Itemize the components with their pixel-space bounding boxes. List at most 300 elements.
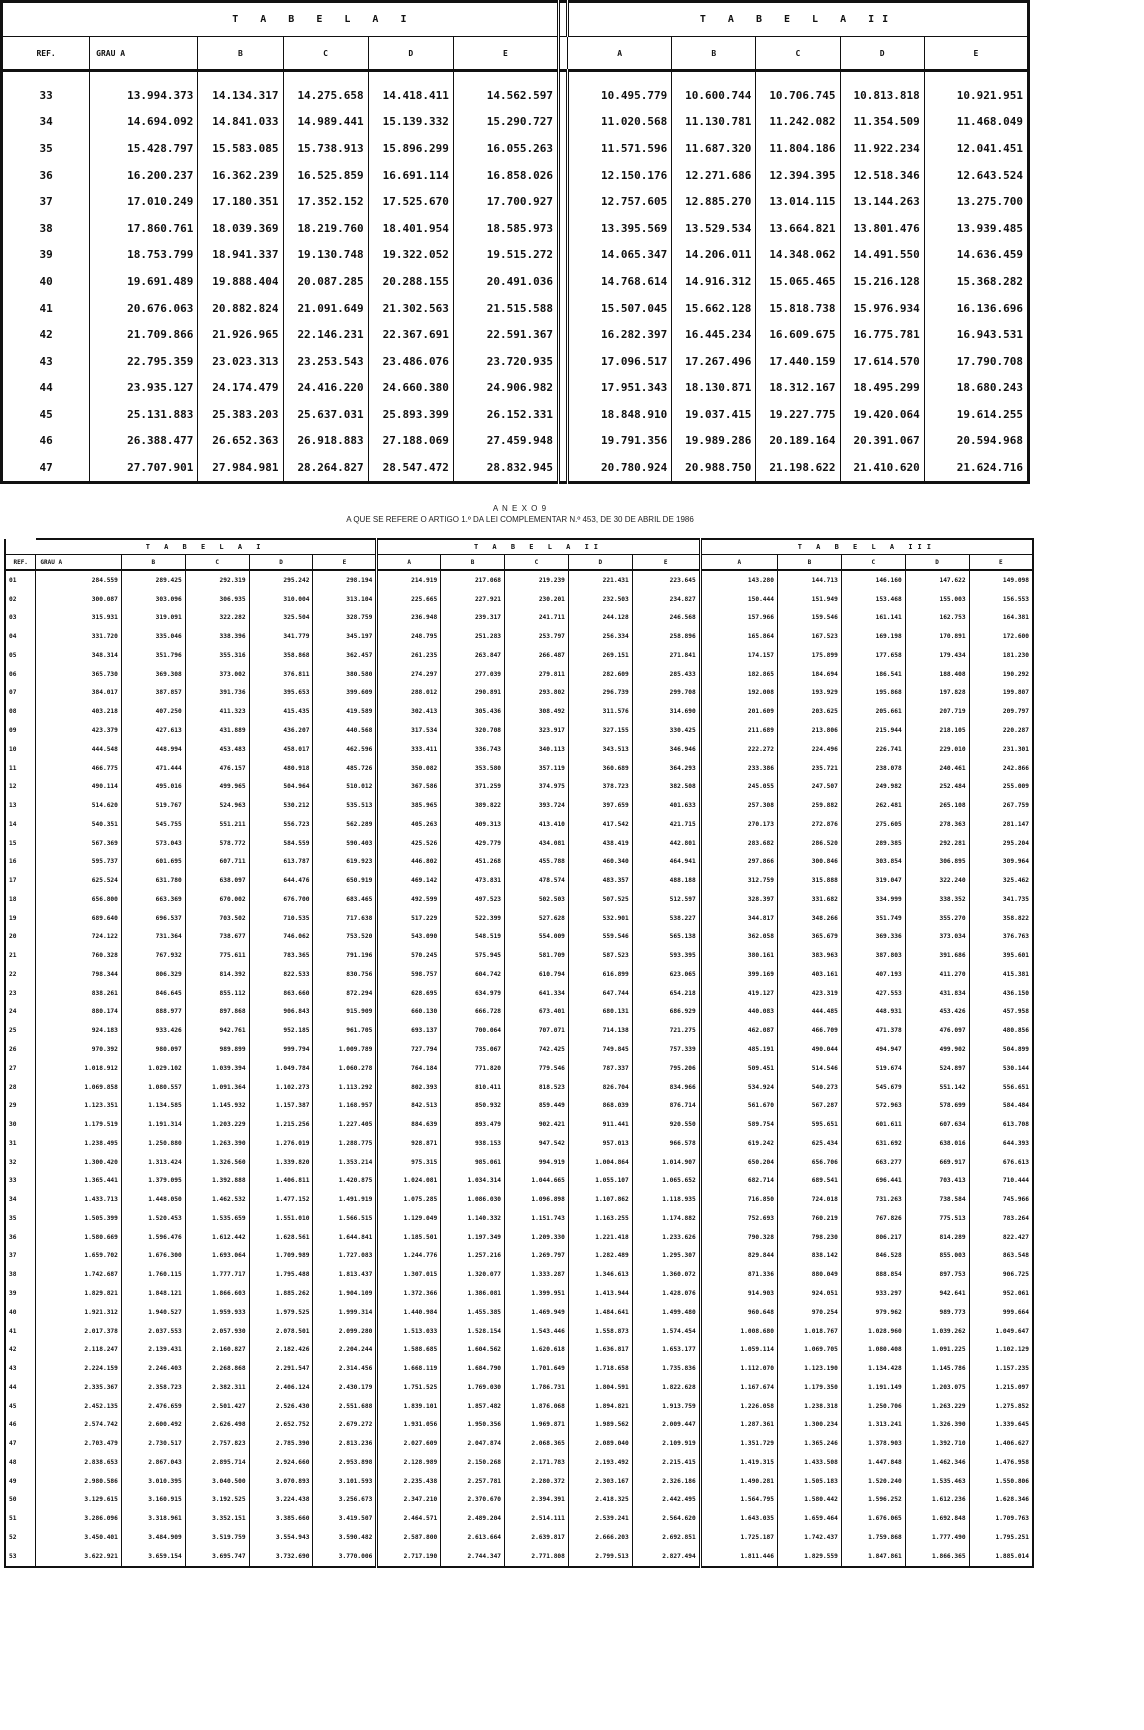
value-cell: 1.588.685 (377, 1340, 441, 1359)
table-row (2, 215, 1029, 242)
value-cell: 2.280.372 (505, 1472, 569, 1491)
value-cell: 480.856 (969, 1021, 1033, 1040)
value-cell: 331.720 (36, 627, 121, 646)
value-cell: 13.664.821 (756, 215, 840, 242)
value-cell: 1.091.364 (185, 1078, 249, 1097)
value-cell: 2.314.456 (313, 1359, 377, 1378)
value-cell: 217.068 (441, 570, 505, 590)
value-cell: 284.559 (36, 570, 121, 590)
value-cell: 1.049.784 (249, 1059, 313, 1078)
value-cell: 850.932 (441, 1096, 505, 1115)
value-cell: 1.300.234 (777, 1415, 841, 1434)
value-cell: 295.242 (249, 570, 313, 590)
value-cell: 373.002 (185, 665, 249, 684)
value-cell: 2.382.311 (185, 1378, 249, 1397)
value-cell: 3.519.759 (185, 1528, 249, 1547)
value-cell: 235.721 (777, 759, 841, 778)
value-cell: 494.947 (841, 1040, 905, 1059)
ref-cell: 45 (39, 407, 53, 421)
value-cell: 1.168.957 (313, 1096, 377, 1115)
value-cell: 846.645 (121, 984, 185, 1003)
value-cell: 2.215.415 (632, 1453, 700, 1472)
value-cell: 1.520.453 (121, 1209, 185, 1228)
value-cell: 1.276.019 (249, 1134, 313, 1153)
value-cell: 1.574.454 (632, 1322, 700, 1341)
value-cell: 1.777.717 (185, 1265, 249, 1284)
value-cell: 170.891 (905, 627, 969, 646)
value-cell: 471.378 (841, 1021, 905, 1040)
value-cell: 14.065.347 (568, 242, 672, 269)
value-cell: 448.931 (841, 1003, 905, 1022)
value-cell: 20.189.164 (756, 428, 840, 455)
value-cell: 512.597 (632, 890, 700, 909)
table-2-title: T A B E L A II (568, 2, 1029, 37)
value-cell: 696.537 (121, 909, 185, 928)
value-cell: 360.689 (568, 759, 632, 778)
value-cell: 1.580.669 (36, 1228, 121, 1247)
ref-cell: 31 (9, 1139, 17, 1147)
value-cell: 703.502 (185, 909, 249, 928)
value-cell: 17.352.152 (283, 188, 368, 215)
value-cell: 1.406.811 (249, 1172, 313, 1191)
value-cell: 710.444 (969, 1172, 1033, 1191)
ref-cell: 40 (39, 274, 53, 288)
value-cell: 3.695.747 (185, 1547, 249, 1567)
ref-cell: 52 (9, 1533, 17, 1541)
value-cell: 308.492 (505, 702, 569, 721)
value-cell: 17.700.927 (453, 188, 558, 215)
value-cell: 17.440.159 (756, 348, 840, 375)
value-cell: 18.941.337 (198, 242, 283, 269)
value-cell: 749.845 (568, 1040, 632, 1059)
value-cell: 1.904.109 (313, 1284, 377, 1303)
value-cell: 616.899 (568, 965, 632, 984)
value-cell: 383.963 (777, 946, 841, 965)
value-cell: 1.157.387 (249, 1096, 313, 1115)
value-cell: 184.694 (777, 665, 841, 684)
value-cell: 3.419.507 (313, 1509, 377, 1528)
value-cell: 1.727.083 (313, 1247, 377, 1266)
value-cell: 14.491.550 (840, 242, 924, 269)
value-cell: 18.219.760 (283, 215, 368, 242)
value-cell: 159.546 (777, 609, 841, 628)
value-cell: 21.198.622 (756, 454, 840, 482)
value-cell: 590.403 (313, 834, 377, 853)
value-cell: 369.308 (121, 665, 185, 684)
value-cell: 373.034 (905, 928, 969, 947)
value-cell: 519.674 (841, 1059, 905, 1078)
value-cell: 15.818.738 (756, 295, 840, 322)
value-cell: 1.191.149 (841, 1378, 905, 1397)
value-cell: 319.091 (121, 609, 185, 628)
value-cell: 471.444 (121, 759, 185, 778)
value-cell: 258.896 (632, 627, 700, 646)
value-cell: 440.083 (700, 1003, 777, 1022)
value-cell: 253.797 (505, 627, 569, 646)
value-cell: 1.693.064 (185, 1247, 249, 1266)
ref-cell: 32 (9, 1158, 17, 1166)
value-cell: 172.600 (969, 627, 1033, 646)
value-cell: 207.719 (905, 702, 969, 721)
value-cell: 161.141 (841, 609, 905, 628)
value-cell: 15.662.128 (672, 295, 756, 322)
column-header: B (198, 37, 283, 71)
value-cell: 2.600.492 (121, 1415, 185, 1434)
value-cell: 545.755 (121, 815, 185, 834)
value-cell: 1.596.476 (121, 1228, 185, 1247)
value-cell: 924.183 (36, 1021, 121, 1040)
value-cell: 1.535.463 (905, 1472, 969, 1491)
value-cell: 336.743 (441, 740, 505, 759)
value-cell: 1.263.229 (905, 1397, 969, 1416)
value-cell: 365.730 (36, 665, 121, 684)
value-cell: 2.924.660 (249, 1453, 313, 1472)
value-cell: 1.413.944 (568, 1284, 632, 1303)
annex-subtitle: A QUE SE REFERE O ARTIGO 1.º DA LEI COMPLEMENTAR N.º 453, DE 30 DE ABRIL DE 1986 (346, 515, 694, 524)
value-cell: 1.215.097 (969, 1378, 1033, 1397)
table-row (5, 984, 1033, 1003)
table-row (5, 890, 1033, 909)
value-cell: 371.259 (441, 777, 505, 796)
value-cell: 760.328 (36, 946, 121, 965)
value-cell: 14.768.614 (568, 268, 672, 295)
value-cell: 2.430.179 (313, 1378, 377, 1397)
table-1-title: T A B E L A I (90, 2, 559, 37)
value-cell: 15.896.299 (368, 135, 453, 162)
value-cell: 146.160 (841, 570, 905, 590)
value-cell: 514.546 (777, 1059, 841, 1078)
value-cell: 164.381 (969, 609, 1033, 628)
value-cell: 334.999 (841, 890, 905, 909)
value-cell: 689.541 (777, 1172, 841, 1191)
value-cell: 975.315 (377, 1153, 441, 1172)
value-cell: 2.980.586 (36, 1472, 121, 1491)
value-cell: 405.263 (377, 815, 441, 834)
value-cell: 601.695 (121, 852, 185, 871)
value-cell: 20.780.924 (568, 454, 672, 482)
value-cell: 1.112.070 (700, 1359, 777, 1378)
value-cell: 1.406.627 (969, 1434, 1033, 1453)
value-cell: 897.753 (905, 1265, 969, 1284)
value-cell: 1.490.281 (700, 1472, 777, 1491)
value-cell: 1.221.418 (568, 1228, 632, 1247)
value-cell: 182.865 (700, 665, 777, 684)
value-cell: 21.515.588 (453, 295, 558, 322)
value-cell: 1.065.652 (632, 1172, 700, 1191)
value-cell: 619.242 (700, 1134, 777, 1153)
value-cell: 21.410.620 (840, 454, 924, 482)
value-cell: 27.984.981 (198, 454, 283, 482)
upper-table-body (2, 71, 1029, 483)
value-cell: 341.779 (249, 627, 313, 646)
ref-cell: 03 (9, 614, 17, 622)
value-cell: 14.134.317 (198, 71, 283, 109)
value-cell: 1.055.107 (568, 1172, 632, 1191)
value-cell: 451.268 (441, 852, 505, 871)
value-cell: 328.759 (313, 609, 377, 628)
value-cell: 3.256.673 (313, 1491, 377, 1510)
value-cell: 1.287.361 (700, 1415, 777, 1434)
value-cell: 641.334 (505, 984, 569, 1003)
value-cell: 2.291.547 (249, 1359, 313, 1378)
value-cell: 1.179.350 (777, 1378, 841, 1397)
table-row (5, 1021, 1033, 1040)
value-cell: 795.206 (632, 1059, 700, 1078)
value-cell: 300.846 (777, 852, 841, 871)
value-cell: 947.542 (505, 1134, 569, 1153)
value-cell: 2.009.447 (632, 1415, 700, 1434)
value-cell: 13.994.373 (90, 71, 198, 109)
value-cell: 358.822 (969, 909, 1033, 928)
value-cell: 11.687.320 (672, 135, 756, 162)
column-header: E (453, 37, 558, 71)
value-cell: 289.425 (121, 570, 185, 590)
value-cell: 358.868 (249, 646, 313, 665)
value-cell: 322.282 (185, 609, 249, 628)
value-cell: 540.351 (36, 815, 121, 834)
value-cell: 263.847 (441, 646, 505, 665)
value-cell: 753.520 (313, 928, 377, 947)
table-row (5, 871, 1033, 890)
value-cell: 1.263.390 (185, 1134, 249, 1153)
value-cell: 556.723 (249, 815, 313, 834)
value-cell: 19.130.748 (283, 242, 368, 269)
value-cell: 2.666.203 (568, 1528, 632, 1547)
value-cell: 355.316 (185, 646, 249, 665)
value-cell: 340.113 (505, 740, 569, 759)
value-cell: 1.028.960 (841, 1322, 905, 1341)
ref-cell: 47 (39, 461, 53, 475)
value-cell: 303.854 (841, 852, 905, 871)
value-cell: 1.244.776 (377, 1247, 441, 1266)
value-cell: 714.138 (568, 1021, 632, 1040)
value-cell: 1.484.641 (568, 1303, 632, 1322)
value-cell: 464.941 (632, 852, 700, 871)
value-cell: 1.014.907 (632, 1153, 700, 1172)
value-cell: 16.525.859 (283, 162, 368, 189)
value-cell: 3.040.500 (185, 1472, 249, 1491)
value-cell: 2.370.670 (441, 1491, 505, 1510)
ref-cell: 12 (9, 783, 17, 791)
value-cell: 1.326.390 (905, 1415, 969, 1434)
value-cell: 2.551.688 (313, 1397, 377, 1416)
ref-cell: 17 (9, 877, 17, 885)
value-cell: 2.358.723 (121, 1378, 185, 1397)
value-cell: 17.096.517 (568, 348, 672, 375)
value-cell: 2.652.752 (249, 1415, 313, 1434)
value-cell: 387.857 (121, 684, 185, 703)
value-cell: 1.543.446 (505, 1322, 569, 1341)
table-row (5, 1322, 1033, 1341)
ref-cell: 50 (9, 1496, 17, 1504)
value-cell: 355.270 (905, 909, 969, 928)
table-separator (559, 109, 568, 136)
value-cell: 279.811 (505, 665, 569, 684)
value-cell: 1.476.958 (969, 1453, 1033, 1472)
value-cell: 378.723 (568, 777, 632, 796)
value-cell: 19.420.064 (840, 401, 924, 428)
value-cell: 1.351.729 (700, 1434, 777, 1453)
value-cell: 1.379.095 (121, 1172, 185, 1191)
value-cell: 12.394.395 (756, 162, 840, 189)
value-cell: 1.462.532 (185, 1190, 249, 1209)
value-cell: 387.803 (841, 946, 905, 965)
table-separator (559, 135, 568, 162)
value-cell: 1.163.255 (568, 1209, 632, 1228)
value-cell: 2.744.347 (441, 1547, 505, 1567)
value-cell: 1.822.628 (632, 1378, 700, 1397)
value-cell: 1.313.424 (121, 1153, 185, 1172)
table-separator (559, 242, 568, 269)
value-cell: 186.541 (841, 665, 905, 684)
value-cell: 28.264.827 (283, 454, 368, 482)
value-cell: 2.118.247 (36, 1340, 121, 1359)
ref-cell: 42 (39, 328, 53, 342)
value-cell: 401.633 (632, 796, 700, 815)
value-cell: 236.948 (377, 609, 441, 628)
value-cell: 2.406.124 (249, 1378, 313, 1397)
value-cell: 613.787 (249, 852, 313, 871)
value-cell: 818.523 (505, 1078, 569, 1097)
value-cell: 457.958 (969, 1003, 1033, 1022)
table-row (5, 1340, 1033, 1359)
value-cell: 10.921.951 (924, 71, 1028, 109)
ref-header-blank (2, 2, 90, 37)
value-cell: 283.682 (700, 834, 777, 853)
value-cell: 999.664 (969, 1303, 1033, 1322)
table-row (5, 1134, 1033, 1153)
value-cell: 787.337 (568, 1059, 632, 1078)
value-cell: 314.690 (632, 702, 700, 721)
value-cell: 1.876.068 (505, 1397, 569, 1416)
ref-cell: 25 (9, 1027, 17, 1035)
value-cell: 1.921.312 (36, 1303, 121, 1322)
value-cell: 13.275.700 (924, 188, 1028, 215)
value-cell: 247.507 (777, 777, 841, 796)
value-cell: 1.107.862 (568, 1190, 632, 1209)
table-row (5, 1397, 1033, 1416)
value-cell: 153.468 (841, 590, 905, 609)
value-cell: 721.275 (632, 1021, 700, 1040)
value-cell: 282.609 (568, 665, 632, 684)
value-cell: 20.676.063 (90, 295, 198, 322)
value-cell: 27.707.901 (90, 454, 198, 482)
value-cell: 21.624.716 (924, 454, 1028, 482)
value-cell: 775.513 (905, 1209, 969, 1228)
ref-cell: 46 (39, 434, 53, 448)
value-cell: 2.526.430 (249, 1397, 313, 1416)
value-cell: 2.587.800 (377, 1528, 441, 1547)
value-cell: 1.940.527 (121, 1303, 185, 1322)
value-cell: 656.800 (36, 890, 121, 909)
value-cell: 364.293 (632, 759, 700, 778)
value-cell: 17.790.708 (924, 348, 1028, 375)
value-cell: 419.127 (700, 984, 777, 1003)
value-cell: 2.785.390 (249, 1434, 313, 1453)
value-cell: 2.442.495 (632, 1491, 700, 1510)
table-separator (559, 37, 568, 71)
value-cell: 1.742.687 (36, 1265, 121, 1284)
value-cell: 15.139.332 (368, 109, 453, 136)
value-cell: 16.200.237 (90, 162, 198, 189)
value-cell: 502.503 (505, 890, 569, 909)
value-cell: 267.759 (969, 796, 1033, 815)
column-header: A (568, 37, 672, 71)
value-cell: 403.218 (36, 702, 121, 721)
value-cell: 924.051 (777, 1284, 841, 1303)
value-cell: 341.735 (969, 890, 1033, 909)
value-cell: 380.161 (700, 946, 777, 965)
ref-cell: 22 (9, 970, 17, 978)
value-cell: 151.949 (777, 590, 841, 609)
value-cell: 1.462.346 (905, 1453, 969, 1472)
ref-cell: 51 (9, 1515, 17, 1523)
column-header: D (840, 37, 924, 71)
value-cell: 20.882.824 (198, 295, 283, 322)
value-cell: 18.848.910 (568, 401, 672, 428)
value-cell: 442.801 (632, 834, 700, 853)
value-cell: 256.334 (568, 627, 632, 646)
value-cell: 3.484.909 (121, 1528, 185, 1547)
value-cell: 232.503 (568, 590, 632, 609)
value-cell: 298.194 (313, 570, 377, 590)
value-cell: 764.184 (377, 1059, 441, 1078)
value-cell: 1.039.262 (905, 1322, 969, 1341)
value-cell: 1.894.821 (568, 1397, 632, 1416)
column-header: C (283, 37, 368, 71)
column-header: B (777, 555, 841, 571)
value-cell: 625.434 (777, 1134, 841, 1153)
value-cell: 453.426 (905, 1003, 969, 1022)
ref-cell: 35 (9, 1214, 17, 1222)
value-cell: 933.426 (121, 1021, 185, 1040)
value-cell: 1.839.101 (377, 1397, 441, 1416)
value-cell: 11.130.781 (672, 109, 756, 136)
value-cell: 12.643.524 (924, 162, 1028, 189)
value-cell: 1.029.102 (121, 1059, 185, 1078)
table-row (2, 321, 1029, 348)
table-separator (559, 295, 568, 322)
value-cell: 1.320.077 (441, 1265, 505, 1284)
value-cell: 1.282.489 (568, 1247, 632, 1266)
value-cell: 1.999.314 (313, 1303, 377, 1322)
value-cell: 1.701.649 (505, 1359, 569, 1378)
ref-cell: 37 (39, 195, 53, 209)
value-cell: 17.267.496 (672, 348, 756, 375)
value-cell: 227.921 (441, 590, 505, 609)
value-cell: 297.866 (700, 852, 777, 871)
value-cell: 15.976.934 (840, 295, 924, 322)
column-header: B (121, 555, 185, 571)
value-cell: 1.179.519 (36, 1115, 121, 1134)
value-cell: 1.339.645 (969, 1415, 1033, 1434)
value-cell: 274.297 (377, 665, 441, 684)
value-cell: 663.277 (841, 1153, 905, 1172)
value-cell: 914.903 (700, 1284, 777, 1303)
ref-cell: 28 (9, 1083, 17, 1091)
value-cell: 188.408 (905, 665, 969, 684)
value-cell: 868.039 (568, 1096, 632, 1115)
value-cell: 1.959.933 (185, 1303, 249, 1322)
table-row (2, 71, 1029, 109)
value-cell: 703.413 (905, 1172, 969, 1191)
value-cell: 3.160.915 (121, 1491, 185, 1510)
value-cell: 3.224.438 (249, 1491, 313, 1510)
value-cell: 693.137 (377, 1021, 441, 1040)
table-row (5, 759, 1033, 778)
value-cell: 13.801.476 (840, 215, 924, 242)
value-cell: 625.524 (36, 871, 121, 890)
